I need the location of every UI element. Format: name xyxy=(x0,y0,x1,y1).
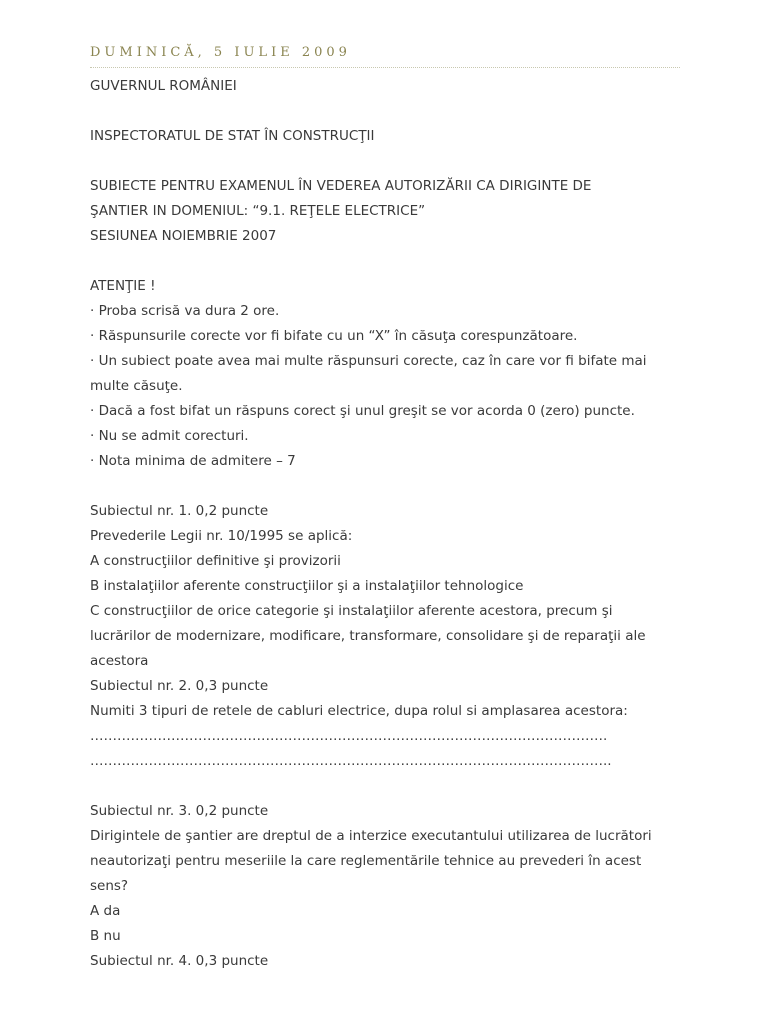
text-line: INSPECTORATUL DE STAT ÎN CONSTRUCŢII xyxy=(90,128,375,144)
text-line: GUVERNUL ROMÂNIEI xyxy=(90,78,237,94)
text-line: neautorizaţi pentru meseriile la care reglementările tehnice au prevederi în acest xyxy=(90,853,642,869)
text-line: SUBIECTE PENTRU EXAMENUL ÎN VEDEREA AUTORIZĂRII CA DIRIGINTE DE xyxy=(90,178,592,194)
blank-line xyxy=(90,99,680,124)
post-body xyxy=(90,74,680,974)
text-line: Numiti 3 tipuri de retele de cabluri electrice, dupa rolul si amplasarea acestora: xyxy=(90,703,628,719)
blank-line xyxy=(90,149,680,174)
text-line: · Nu se admit corecturi. xyxy=(90,428,249,444)
text-line: multe căsuţe. xyxy=(90,378,183,394)
text-line: · Nota minima de admitere – 7 xyxy=(90,453,296,469)
text-line: A da xyxy=(90,903,121,919)
text-line: ŞANTIER IN DOMENIUL: “9.1. REŢELE ELECTRICE” xyxy=(90,203,426,219)
text-line: · Un subiect poate avea mai multe răspunsuri corecte, caz în care vor fi bifate mai xyxy=(90,353,647,369)
text-line: Subiectul nr. 2. 0,3 puncte xyxy=(90,678,269,694)
text-line: ……………………………………………………………………………………………………. xyxy=(90,728,608,744)
text-line: Subiectul nr. 4. 0,3 puncte xyxy=(90,953,269,969)
text-line: A construcţiilor definitive şi provizorii xyxy=(90,553,341,569)
text-line: SESIUNEA NOIEMBRIE 2007 xyxy=(90,228,277,244)
text-line: ATENŢIE ! xyxy=(90,278,156,294)
blank-line xyxy=(90,249,680,274)
text-line: Subiectul nr. 3. 0,2 puncte xyxy=(90,803,269,819)
blank-line xyxy=(90,474,680,499)
text-line: · Răspunsurile corecte vor fi bifate cu un “X” în căsuţa corespunzătoare. xyxy=(90,328,578,344)
text-line: B instalaţiilor aferente construcţiilor şi a instalaţiilor tehnologice xyxy=(90,578,524,594)
text-line: …………………………………………………………………………………………………….. xyxy=(90,753,612,769)
text-line: acestora xyxy=(90,653,149,669)
post-date-header: DUMINICĂ, 5 IULIE 2009 xyxy=(90,42,680,68)
text-line: · Dacă a fost bifat un răspuns corect şi unul greşit se vor acorda 0 (zero) puncte. xyxy=(90,403,635,419)
text-line: lucrărilor de modernizare, modificare, transformare, consolidare şi de reparaţii ale xyxy=(90,628,646,644)
text-line: C construcţiilor de orice categorie şi instalaţiilor aferente acestora, precum şi xyxy=(90,603,613,619)
text-line: Dirigintele de şantier are dreptul de a interzice executantului utilizarea de lucrători xyxy=(90,828,652,844)
text-line: B nu xyxy=(90,928,121,944)
text-line: · Proba scrisă va dura 2 ore. xyxy=(90,303,280,319)
blank-line xyxy=(90,774,680,799)
text-line: sens? xyxy=(90,878,129,894)
text-line: Prevederile Legii nr. 10/1995 se aplică: xyxy=(90,528,353,544)
text-line: Subiectul nr. 1. 0,2 puncte xyxy=(90,503,269,519)
blog-post xyxy=(90,42,680,974)
